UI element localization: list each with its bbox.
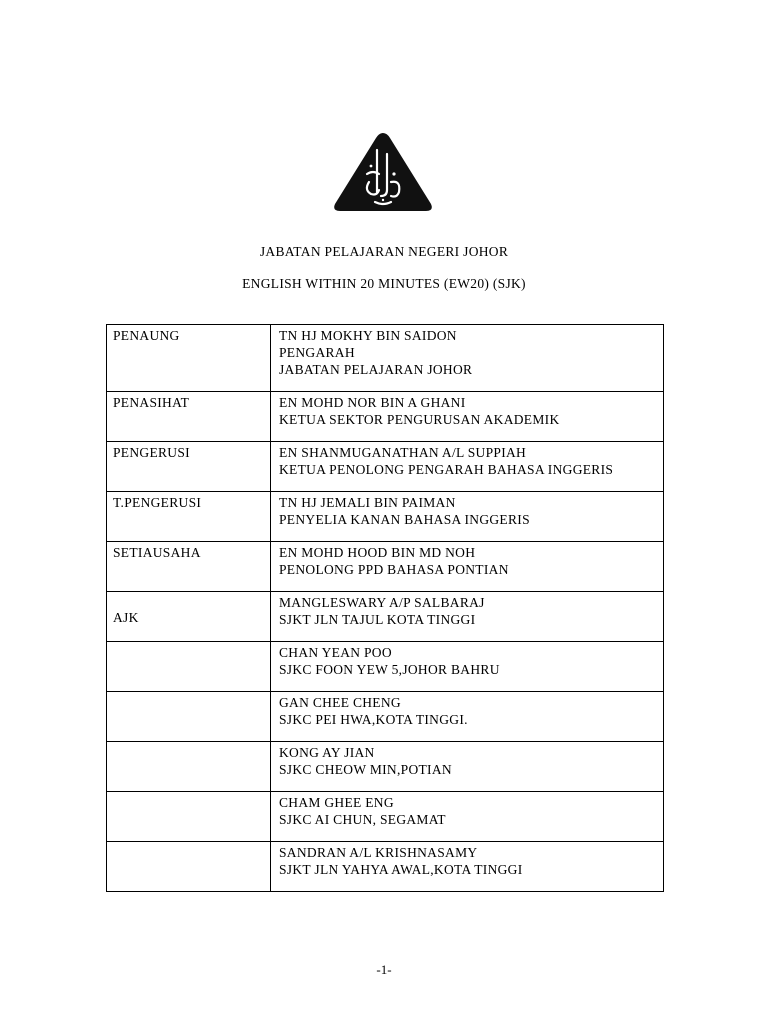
member-school: SJKT JLN YAHYA AWAL,KOTA TINGGI (279, 862, 523, 877)
member-cell (271, 492, 664, 542)
member-cell (271, 392, 664, 442)
member-org: JABATAN PELAJARAN JOHOR (279, 362, 473, 377)
member-cell (271, 792, 664, 842)
role-cell (107, 642, 271, 692)
role-cell (107, 842, 271, 892)
role-cell (107, 792, 271, 842)
member-title: PENGARAH (279, 345, 355, 360)
member-name: EN MOHD NOR BIN A GHANI (279, 395, 466, 410)
member-title: PENOLONG PPD BAHASA PONTIAN (279, 562, 509, 577)
member-cell (271, 325, 664, 392)
member-title: PENYELIA KANAN BAHASA INGGERIS (279, 512, 530, 527)
member-name: EN SHANMUGANATHAN A/L SUPPIAH (279, 445, 527, 460)
member-name: CHAM GHEE ENG (279, 795, 394, 810)
table-row (107, 392, 664, 442)
member-cell (271, 842, 664, 892)
role-cell: PENGERUSI (107, 442, 271, 492)
member-name: SANDRAN A/L KRISHNASAMY (279, 845, 478, 860)
role-cell: AJK (107, 592, 271, 642)
member-name: MANGLESWARY A/P SALBARAJ (279, 595, 485, 610)
role-cell: T.PENGERUSI (107, 492, 271, 542)
role-cell: SETIAUSAHA (107, 542, 271, 592)
member-cell (271, 742, 664, 792)
member-cell (271, 642, 664, 692)
member-cell (271, 692, 664, 742)
member-name: TN HJ MOKHY BIN SAIDON (279, 328, 457, 343)
table-row (107, 692, 664, 742)
member-title: KETUA PENOLONG PENGARAH BAHASA INGGERIS (279, 462, 614, 477)
page-number: -1- (376, 962, 392, 977)
table-row (107, 542, 664, 592)
table-row (107, 642, 664, 692)
table-row (107, 742, 664, 792)
member-cell (271, 442, 664, 492)
member-school: SJKT JLN TAJUL KOTA TINGGI (279, 612, 476, 627)
member-name: KONG AY JIAN (279, 745, 375, 760)
member-school: SJKC FOON YEW 5,JOHOR BAHRU (279, 662, 500, 677)
member-name: GAN CHEE CHENG (279, 695, 401, 710)
table-row (107, 592, 664, 642)
member-school: SJKC CHEOW MIN,POTIAN (279, 762, 452, 777)
table-row (107, 842, 664, 892)
role-cell (107, 742, 271, 792)
member-name: EN MOHD HOOD BIN MD NOH (279, 545, 476, 560)
member-cell (271, 592, 664, 642)
program-title: ENGLISH WITHIN 20 MINUTES (EW20) (SJK) (242, 276, 526, 291)
member-cell (271, 542, 664, 592)
department-title: JABATAN PELAJARAN NEGERI JOHOR (259, 244, 509, 259)
table-row (107, 492, 664, 542)
member-name: TN HJ JEMALI BIN PAIMAN (279, 495, 456, 510)
member-school: SJKC AI CHUN, SEGAMAT (279, 812, 446, 827)
member-title: KETUA SEKTOR PENGURUSAN AKADEMIK (279, 412, 560, 427)
table-row (107, 442, 664, 492)
member-name: CHAN YEAN POO (279, 645, 392, 660)
jabatan-logo-emblem (331, 130, 435, 214)
committee-table (106, 324, 664, 892)
table-row (107, 792, 664, 842)
table-row (107, 325, 664, 392)
role-cell: PENASIHAT (107, 392, 271, 442)
role-cell (107, 692, 271, 742)
role-cell: PENAUNG (107, 325, 271, 392)
member-school: SJKC PEI HWA,KOTA TINGGI. (279, 712, 468, 727)
